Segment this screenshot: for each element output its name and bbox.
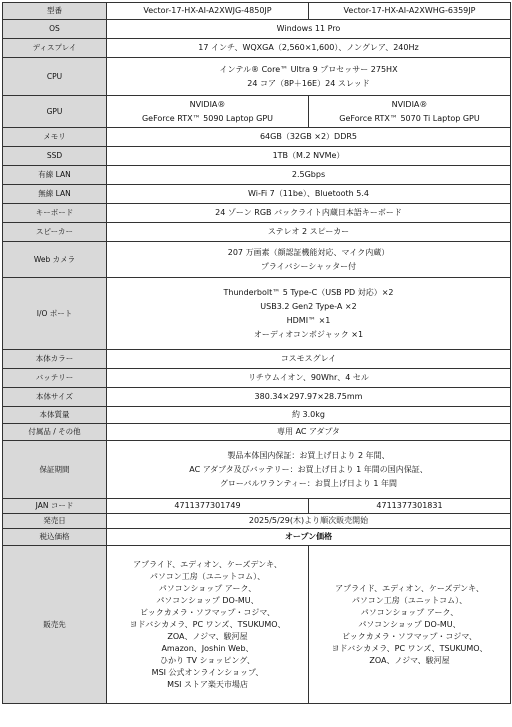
label-speaker: スピーカー [3,223,107,242]
row-price [3,529,511,546]
io-line-2: USB3.2 Gen2 Type-A ×2 [260,301,357,311]
label-keyboard: キーボード [3,204,107,223]
row-gpu [3,96,511,128]
label-memory: メモリ [3,128,107,147]
shop-a-line: パソコン工房（ユニットコム）、 [149,571,266,581]
warranty-line-3: グローバルワランティー：お買上げ日より 1 年間 [219,478,398,488]
row-shops [3,546,511,704]
ssd-value: 1TB（M.2 NVMe） [107,147,511,166]
label-os: OS [3,20,107,39]
label-wlan: 無線 LAN [3,185,107,204]
shop-b-line: ビックカメラ・ソフマップ・コジマ、 [342,631,477,641]
label-size: 本体サイズ [3,388,107,407]
row-warranty [3,441,511,499]
row-color [3,350,511,369]
shop-a-line: ひかり TV ショッピング、 [160,655,255,665]
row-size [3,388,511,407]
battery-value: リチウムイオン、90Whr、4 セル [107,369,511,388]
label-ssd: SSD [3,147,107,166]
cpu-line-2: 24 コア（8P＋16E）24 スレッド [247,78,370,88]
row-os [3,20,511,39]
gpu-b-line-1: NVIDIA® [391,99,428,109]
shop-a-line: ZOA、ノジマ、駿河屋 [167,631,248,641]
shops-b [309,546,511,704]
shop-b-line: アプライド、エディオン、ケーズデンキ、 [335,583,484,593]
shop-a-line: MSI ストア楽天市場店 [167,679,248,689]
row-release [3,514,511,529]
weight-value: 約 3.0kg [107,407,511,424]
accessory-value: 専用 AC アダプタ [107,424,511,441]
label-jan: JAN コード [3,499,107,514]
warranty-line-1: 製品本体国内保証：お買上げ日より 2 年間、 [227,450,390,460]
row-battery [3,369,511,388]
jan-a: 4711377301749 [107,499,309,514]
shop-b-line: パソコン工房（ユニットコム）、 [351,595,468,605]
size-value: 380.34×297.97×28.75mm [107,388,511,407]
lan-value: 2.5Gbps [107,166,511,185]
row-weight [3,407,511,424]
webcam-value [107,242,511,278]
release-value: 2025/5/29(木)より順次販売開始 [107,514,511,529]
label-io: I/O ポート [3,278,107,350]
label-weight: 本体質量 [3,407,107,424]
shop-a-line: ビックカメラ・ソフマップ・コジマ、 [140,607,275,617]
shop-b-line: ZOA、ノジマ、駿河屋 [369,655,450,665]
cpu-line-1: インテル® Core™ Ultra 9 プロセッサー 275HX [219,64,398,74]
price-value: オープン価格 [107,529,511,546]
shop-a-line: パソコンショップ DO-MU、 [156,595,259,605]
row-wlan [3,185,511,204]
cpu-value [107,58,511,96]
os-value: Windows 11 Pro [107,20,511,39]
label-lan: 有線 LAN [3,166,107,185]
shop-a-line: ヨドバシカメラ、PC ワンズ、TSUKUMO、 [129,619,286,629]
wlan-value: Wi-Fi 7（11be）、Bluetooth 5.4 [107,185,511,204]
row-memory [3,128,511,147]
row-model [3,3,511,20]
keyboard-value: 24 ゾーン RGB バックライト内蔵日本語キーボード [107,204,511,223]
row-accessory [3,424,511,441]
label-gpu: GPU [3,96,107,128]
label-accessory: 付属品 / その他 [3,424,107,441]
gpu-b [309,96,511,128]
shop-b-line: ヨドバシカメラ、PC ワンズ、TSUKUMO、 [331,643,488,653]
io-line-4: オーディオコンボジャック ×1 [253,329,364,339]
row-ssd [3,147,511,166]
label-webcam: Web カメラ [3,242,107,278]
shop-b-line: パソコンショップ DO-MU、 [358,619,461,629]
shop-b-line: パソコンショップ アーク、 [360,607,459,617]
io-line-1: Thunderbolt™ 5 Type-C（USB PD 対応）×2 [223,287,394,297]
shop-a-line: アプライド、エディオン、ケーズデンキ、 [133,559,282,569]
label-battery: バッテリー [3,369,107,388]
webcam-line-2: プライバシーシャッター付 [260,261,357,271]
row-keyboard [3,204,511,223]
label-color: 本体カラー [3,350,107,369]
row-jan [3,499,511,514]
spec-table [2,2,511,704]
warranty-value [107,441,511,499]
label-release: 発売日 [3,514,107,529]
label-warranty: 保証期間 [3,441,107,499]
row-speaker [3,223,511,242]
shop-a-line: MSI 公式オンラインショップ、 [151,667,264,677]
gpu-a [107,96,309,128]
io-line-3: HDMI™ ×1 [286,315,331,325]
row-webcam [3,242,511,278]
label-display: ディスプレイ [3,39,107,58]
model-b: Vector-17-HX-AI-A2XWHG-6359JP [309,3,511,20]
gpu-b-line-2: GeForce RTX™ 5070 Ti Laptop GPU [339,113,480,123]
label-cpu: CPU [3,58,107,96]
color-value: コスモスグレイ [107,350,511,369]
shop-a-line: Amazon、Joshin Web、 [161,643,254,653]
label-model: 型番 [3,3,107,20]
speaker-value: ステレオ 2 スピーカー [107,223,511,242]
memory-value: 64GB（32GB ×2）DDR5 [107,128,511,147]
gpu-a-line-1: NVIDIA® [189,99,226,109]
row-io [3,278,511,350]
jan-b: 4711377301831 [309,499,511,514]
webcam-line-1: 207 万画素（顔認証機能対応、マイク内蔵） [227,247,390,257]
row-display [3,39,511,58]
display-value: 17 インチ、WQXGA（2,560×1,600）、ノングレア、240Hz [107,39,511,58]
io-value [107,278,511,350]
shop-a-line: パソコンショップ アーク、 [158,583,257,593]
row-cpu [3,58,511,96]
label-price: 税込価格 [3,529,107,546]
gpu-a-line-2: GeForce RTX™ 5090 Laptop GPU [141,113,274,123]
warranty-line-2: AC アダプタ及びバッテリー：お買上げ日より 1 年間の国内保証、 [189,464,428,474]
label-shops: 販売先 [3,546,107,704]
row-lan [3,166,511,185]
model-a: Vector-17-HX-AI-A2XWJG-4850JP [107,3,309,20]
shops-a [107,546,309,704]
